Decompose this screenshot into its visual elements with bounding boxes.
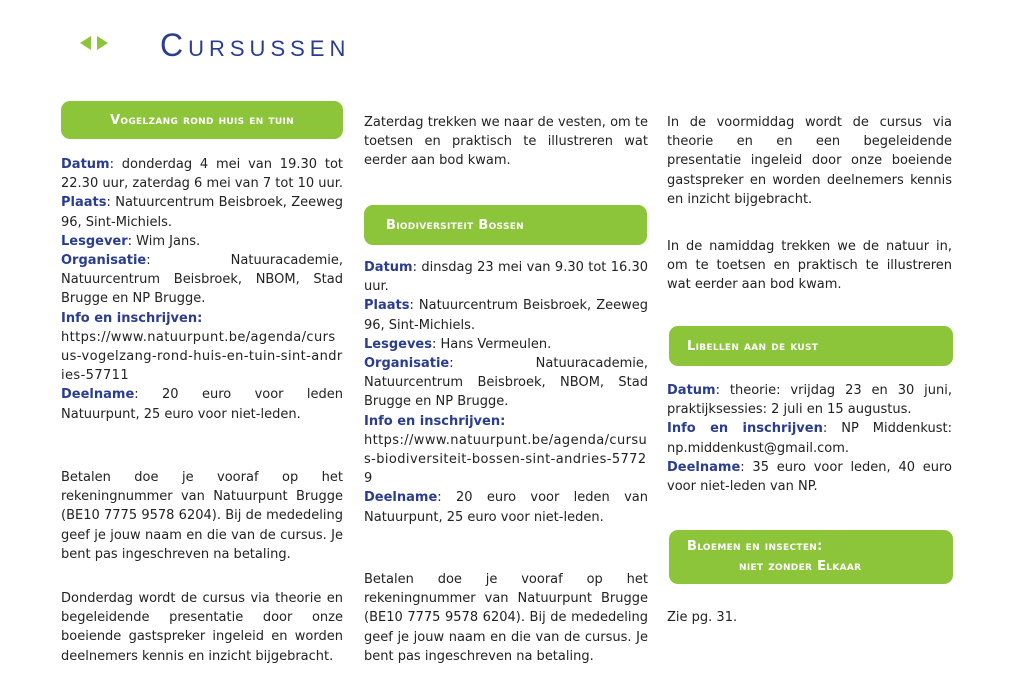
banner-line-2: niet zonder Elkaar [739,559,862,574]
deelname-line: Deelname: 35 euro voor leden, 40 euro voor niet-leden van NP. [667,459,952,495]
course-details-biodiversiteit [364,258,648,527]
deelname-line: Deelname: 20 euro voor leden van Natuurpunt, 25 euro voor niet-leden. [364,490,648,525]
course-banner-vogelzang: Vogelzang rond huis en tuin [61,101,343,139]
course-details-libellen [667,381,952,496]
page-title: Cursussen [160,27,351,63]
info-link[interactable]: https://www.natuurpunt.be/agenda/cursus-biodiversiteit-bossen-sint-andries-57729 [364,432,648,487]
organisatie-line: Organisatie: Natuuracademie, Natuurcentrum Beisbroek, NBOM, Stad Brugge en NP Brugge. [364,356,648,410]
page-reference: Zie pg. 31. [667,610,738,625]
deelname-line: Deelname: 20 euro voor leden Natuurpunt, 25 euro voor niet-leden. [61,387,343,422]
namiddag-paragraph: In de namiddag trekken we de natuur in, om te toetsen en praktisch te illustreren wat eerder aan bod kwam. [667,239,952,293]
plaats-line: Plaats: Natuurcentrum Beisbroek, Zeeweg 96, Sint-Michiels. [364,298,648,333]
datum-line: Datum: theorie: vrijdag 23 en 30 juni, praktijksessies: 2 juli en 15 augustus. [667,383,952,418]
info-link[interactable]: https://www.natuurpunt.be/agenda/cursus-vogelzang-rond-huis-en-tuin-sint-andries-57711 [61,329,343,384]
betalen-paragraph: Betalen doe je vooraf op het rekeningnummer van Natuurpunt Brugge (BE10 7775 9578 6204). Bij de mededeling geef je jouw naam en die van de cursus. Je bent pas ingeschreven na betaling. [364,572,648,664]
info-label: Info en inschrijven: [61,310,203,326]
zaterdag-paragraph: Zaterdag trekken we naar de vesten, om te toetsen en praktisch te illustreren wat eerder aan bod kwam. [364,115,648,169]
info-line: Info en inschrijven: NP Middenkust: np.middenkust@gmail.com. [667,421,952,456]
plaats-line: Plaats: Natuurcentrum Beisbroek, Zeeweg 96, Sint-Michiels. [61,195,343,230]
organisatie-line: Organisatie: Natuuracademie, Natuurcentrum Beisbroek, NBOM, Stad Brugge en NP Brugge. [61,253,343,307]
banner-line-1: Bloemen en insecten: [687,539,823,554]
arrow-right-icon [97,36,108,50]
course-banner-libellen: Libellen aan de kust [669,326,953,366]
voormiddag-paragraph: In de voormiddag wordt de cursus via theorie en en een begeleidende presentatie ingeleid door onze boeiende gastspreker en worden deelnemers kennis en inzicht bijgebracht. [667,115,952,207]
betalen-paragraph: Betalen doe je vooraf op het rekeningnummer van Natuurpunt Brugge (BE10 7775 9578 6204). Bij de mededeling geef je jouw naam en die van de cursus. Je bent pas ingeschreven na betaling. [61,470,343,562]
course-details-vogelzang [61,155,343,424]
datum-line: Datum: donderdag 4 mei van 19.30 tot 22.30 uur, zaterdag 6 mei van 7 tot 10 uur. [61,157,344,192]
donderdag-paragraph: Donderdag wordt de cursus via theorie en begeleidende presentatie door onze boeiende gastspreker ingeleid en worden deelnemers kennis en inzicht bijgebracht. [61,591,343,664]
lesgeves-line: Lesgeves: Hans Vermeulen. [364,336,552,352]
course-banner-biodiversiteit: Biodiversiteit Bossen [364,205,647,245]
arrow-left-icon [80,36,91,50]
nav-arrows-icon [80,34,112,52]
info-label: Info en inschrijven: [364,413,506,429]
lesgever-line: Lesgever: Wim Jans. [61,233,201,249]
datum-line: Datum: dinsdag 23 mei van 9.30 tot 16.30 uur. [364,260,648,295]
course-banner-bloemen [669,530,953,584]
